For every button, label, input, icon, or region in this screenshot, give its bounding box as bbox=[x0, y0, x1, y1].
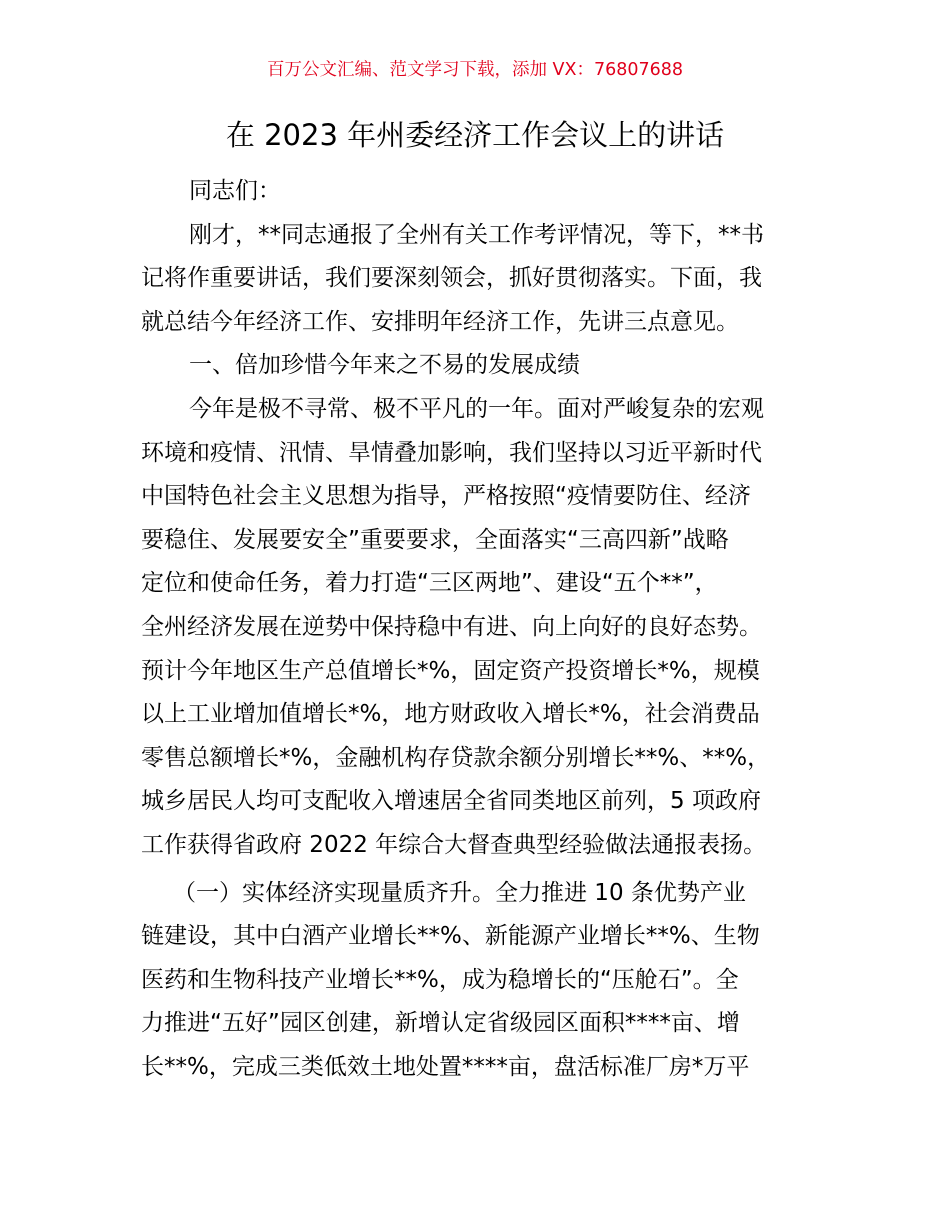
paragraph-line: 工作获得省政府 2022 年综合大督查典型经验做法通报表扬。 bbox=[141, 831, 767, 858]
paragraph-achievements bbox=[141, 388, 831, 868]
paragraph-line: 环境和疫情、汛情、旱情叠加影响，我们坚持以习近平新时代 bbox=[141, 439, 762, 466]
paragraph-real-economy bbox=[141, 872, 831, 1090]
paragraph-line: 城乡居民人均可支配收入增速居全省同类地区前列，5 项政府 bbox=[141, 788, 761, 815]
paragraph-line: 中国特色社会主义思想为指导，严格按照“疫情要防住、经济 bbox=[141, 483, 751, 510]
header-banner: 百万公文汇编、范文学习下载，添加 VX：76807688 bbox=[266, 60, 684, 80]
paragraph-line: 定位和使命任务，着力打造“三区两地”、建设“五个**”， bbox=[141, 570, 718, 597]
paragraph-line: 链建设，其中白酒产业增长**%、新能源产业增长**%、生物 bbox=[141, 923, 760, 950]
paragraph-line: 以上工业增加值增长*%，地方财政收入增长*%，社会消费品 bbox=[141, 701, 760, 728]
paragraph-line: 全州经济发展在逆势中保持稳中有进、向上向好的良好态势。 bbox=[141, 613, 762, 640]
paragraph-line: 要稳住、发展要安全”重要要求，全面落实“三高四新”战略 bbox=[141, 526, 729, 553]
paragraph-line: 刚才，**同志通报了全州有关工作考评情况，等下，**书 bbox=[189, 221, 764, 248]
document-body bbox=[141, 170, 831, 1089]
paragraph-line: 零售总额增长*%，金融机构存贷款余额分别增长**%、**%， bbox=[141, 744, 771, 771]
paragraph-line: 今年是极不寻常、极不平凡的一年。面对严峻复杂的宏观 bbox=[189, 395, 764, 422]
paragraph-line: （一）实体经济实现量质齐升。全力推进 10 条优势产业 bbox=[173, 879, 746, 906]
salutation: 同志们： bbox=[189, 178, 281, 204]
paragraph-line: 记将作重要讲话，我们要深刻领会，抓好贯彻落实。下面，我 bbox=[141, 265, 762, 292]
paragraph-line: 长**%，完成三类低效土地处置****亩，盘活标准厂房*万平 bbox=[141, 1053, 750, 1080]
paragraph-line: 力推进“五好”园区创建，新增认定省级园区面积****亩、增 bbox=[141, 1010, 740, 1037]
paragraph-line: 预计今年地区生产总值增长*%，固定资产投资增长*%，规模 bbox=[141, 657, 760, 684]
paragraph-line: 就总结今年经济工作、安排明年经济工作，先讲三点意见。 bbox=[141, 308, 739, 335]
document-title: 在 2023 年州委经济工作会议上的讲话 bbox=[225, 118, 725, 152]
paragraph-line: 医药和生物科技产业增长**%，成为稳增长的“压舱石”。全 bbox=[141, 966, 739, 993]
paragraph-opening bbox=[141, 214, 831, 345]
section-heading: 一、倍加珍惜今年来之不易的发展成绩 bbox=[189, 352, 580, 379]
